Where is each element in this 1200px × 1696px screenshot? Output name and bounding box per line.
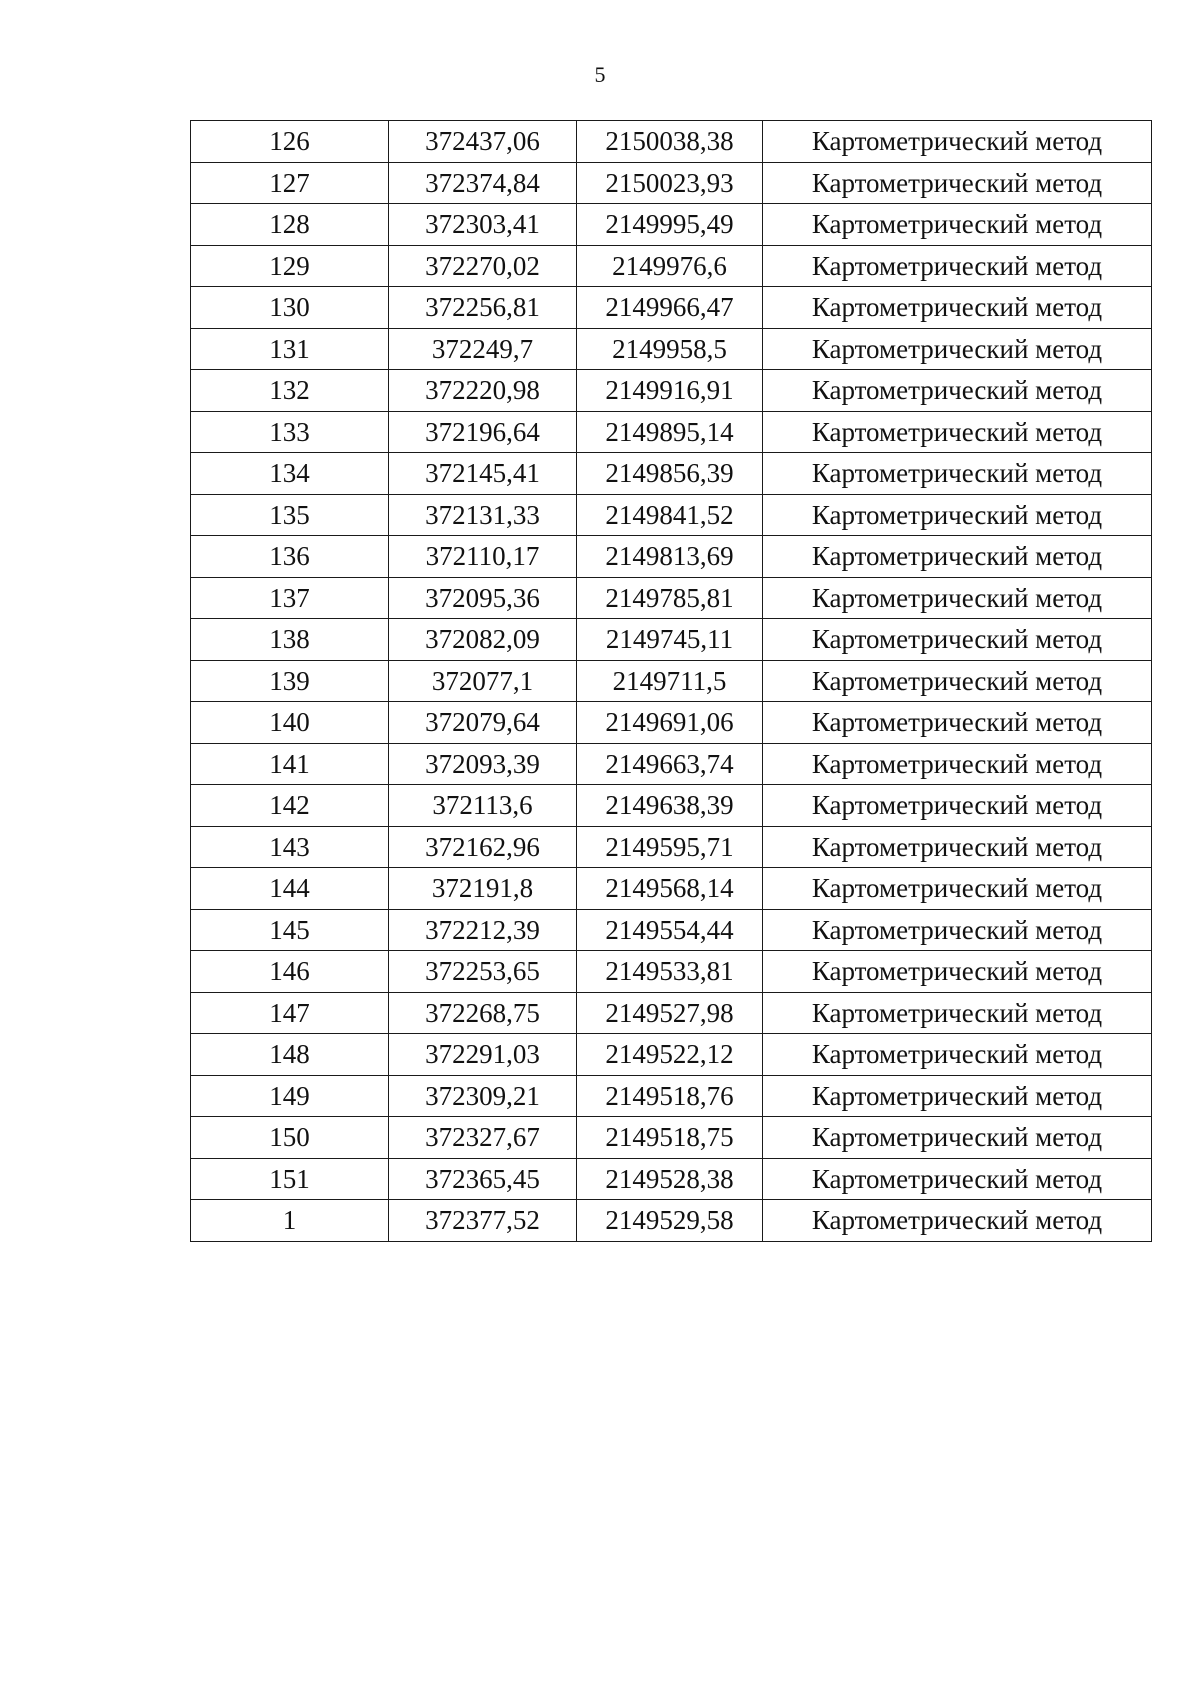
y-coordinate-cell: 2149958,5 (577, 328, 763, 370)
x-coordinate-cell: 372377,52 (389, 1200, 577, 1242)
y-coordinate-cell: 2149638,39 (577, 785, 763, 827)
table-row (191, 577, 1152, 619)
point-number-cell: 134 (191, 453, 389, 495)
point-number-cell: 1 (191, 1200, 389, 1242)
point-number-cell: 132 (191, 370, 389, 412)
y-coordinate-cell: 2149916,91 (577, 370, 763, 412)
x-coordinate-cell: 372196,64 (389, 411, 577, 453)
point-number-cell: 141 (191, 743, 389, 785)
table-row (191, 370, 1152, 412)
point-number-cell: 135 (191, 494, 389, 536)
method-cell: Картометрический метод (763, 660, 1152, 702)
table-row (191, 162, 1152, 204)
x-coordinate-cell: 372082,09 (389, 619, 577, 661)
table-row (191, 1158, 1152, 1200)
y-coordinate-cell: 2149527,98 (577, 992, 763, 1034)
x-coordinate-cell: 372079,64 (389, 702, 577, 744)
point-number-cell: 150 (191, 1117, 389, 1159)
point-number-cell: 129 (191, 245, 389, 287)
x-coordinate-cell: 372131,33 (389, 494, 577, 536)
x-coordinate-cell: 372374,84 (389, 162, 577, 204)
x-coordinate-cell: 372191,8 (389, 868, 577, 910)
table-row (191, 1117, 1152, 1159)
x-coordinate-cell: 372212,39 (389, 909, 577, 951)
table-row (191, 909, 1152, 951)
x-coordinate-cell: 372113,6 (389, 785, 577, 827)
point-number-cell: 147 (191, 992, 389, 1034)
point-number-cell: 151 (191, 1158, 389, 1200)
y-coordinate-cell: 2149895,14 (577, 411, 763, 453)
table-row (191, 1034, 1152, 1076)
y-coordinate-cell: 2149711,5 (577, 660, 763, 702)
y-coordinate-cell: 2149522,12 (577, 1034, 763, 1076)
y-coordinate-cell: 2149966,47 (577, 287, 763, 329)
table-row (191, 785, 1152, 827)
point-number-cell: 142 (191, 785, 389, 827)
point-number-cell: 145 (191, 909, 389, 951)
table-row (191, 619, 1152, 661)
table-row (191, 453, 1152, 495)
coordinates-table (190, 120, 1152, 1242)
method-cell: Картометрический метод (763, 951, 1152, 993)
method-cell: Картометрический метод (763, 1158, 1152, 1200)
method-cell: Картометрический метод (763, 121, 1152, 163)
y-coordinate-cell: 2149554,44 (577, 909, 763, 951)
method-cell: Картометрический метод (763, 204, 1152, 246)
point-number-cell: 137 (191, 577, 389, 619)
method-cell: Картометрический метод (763, 328, 1152, 370)
table-row (191, 411, 1152, 453)
y-coordinate-cell: 2150023,93 (577, 162, 763, 204)
method-cell: Картометрический метод (763, 453, 1152, 495)
y-coordinate-cell: 2149533,81 (577, 951, 763, 993)
point-number-cell: 136 (191, 536, 389, 578)
table-row (191, 702, 1152, 744)
method-cell: Картометрический метод (763, 785, 1152, 827)
y-coordinate-cell: 2149785,81 (577, 577, 763, 619)
method-cell: Картометрический метод (763, 909, 1152, 951)
x-coordinate-cell: 372327,67 (389, 1117, 577, 1159)
method-cell: Картометрический метод (763, 702, 1152, 744)
y-coordinate-cell: 2149528,38 (577, 1158, 763, 1200)
table-row (191, 992, 1152, 1034)
method-cell: Картометрический метод (763, 494, 1152, 536)
table-row (191, 743, 1152, 785)
y-coordinate-cell: 2149518,76 (577, 1075, 763, 1117)
point-number-cell: 144 (191, 868, 389, 910)
method-cell: Картометрический метод (763, 536, 1152, 578)
y-coordinate-cell: 2149745,11 (577, 619, 763, 661)
table-row (191, 204, 1152, 246)
y-coordinate-cell: 2149995,49 (577, 204, 763, 246)
point-number-cell: 126 (191, 121, 389, 163)
method-cell: Картометрический метод (763, 826, 1152, 868)
x-coordinate-cell: 372291,03 (389, 1034, 577, 1076)
table-row (191, 245, 1152, 287)
y-coordinate-cell: 2149856,39 (577, 453, 763, 495)
method-cell: Картометрический метод (763, 619, 1152, 661)
table-row (191, 660, 1152, 702)
x-coordinate-cell: 372256,81 (389, 287, 577, 329)
point-number-cell: 127 (191, 162, 389, 204)
point-number-cell: 138 (191, 619, 389, 661)
x-coordinate-cell: 372095,36 (389, 577, 577, 619)
y-coordinate-cell: 2149691,06 (577, 702, 763, 744)
x-coordinate-cell: 372303,41 (389, 204, 577, 246)
point-number-cell: 133 (191, 411, 389, 453)
x-coordinate-cell: 372093,39 (389, 743, 577, 785)
method-cell: Картометрический метод (763, 411, 1152, 453)
method-cell: Картометрический метод (763, 868, 1152, 910)
table-row (191, 868, 1152, 910)
table-row (191, 536, 1152, 578)
x-coordinate-cell: 372365,45 (389, 1158, 577, 1200)
method-cell: Картометрический метод (763, 1075, 1152, 1117)
method-cell: Картометрический метод (763, 1117, 1152, 1159)
table-row (191, 826, 1152, 868)
x-coordinate-cell: 372077,1 (389, 660, 577, 702)
method-cell: Картометрический метод (763, 287, 1152, 329)
table-row (191, 1075, 1152, 1117)
method-cell: Картометрический метод (763, 245, 1152, 287)
y-coordinate-cell: 2149518,75 (577, 1117, 763, 1159)
y-coordinate-cell: 2150038,38 (577, 121, 763, 163)
x-coordinate-cell: 372162,96 (389, 826, 577, 868)
table-row (191, 328, 1152, 370)
point-number-cell: 149 (191, 1075, 389, 1117)
x-coordinate-cell: 372309,21 (389, 1075, 577, 1117)
x-coordinate-cell: 372253,65 (389, 951, 577, 993)
method-cell: Картометрический метод (763, 1034, 1152, 1076)
x-coordinate-cell: 372437,06 (389, 121, 577, 163)
x-coordinate-cell: 372145,41 (389, 453, 577, 495)
coordinates-table-body (191, 121, 1152, 1242)
point-number-cell: 148 (191, 1034, 389, 1076)
point-number-cell: 139 (191, 660, 389, 702)
point-number-cell: 140 (191, 702, 389, 744)
page-number: 5 (594, 62, 606, 87)
x-coordinate-cell: 372249,7 (389, 328, 577, 370)
point-number-cell: 143 (191, 826, 389, 868)
x-coordinate-cell: 372220,98 (389, 370, 577, 412)
x-coordinate-cell: 372268,75 (389, 992, 577, 1034)
x-coordinate-cell: 372270,02 (389, 245, 577, 287)
y-coordinate-cell: 2149663,74 (577, 743, 763, 785)
method-cell: Картометрический метод (763, 1200, 1152, 1242)
method-cell: Картометрический метод (763, 370, 1152, 412)
table-row (191, 1200, 1152, 1242)
table-row (191, 287, 1152, 329)
method-cell: Картометрический метод (763, 162, 1152, 204)
point-number-cell: 131 (191, 328, 389, 370)
point-number-cell: 128 (191, 204, 389, 246)
method-cell: Картометрический метод (763, 577, 1152, 619)
y-coordinate-cell: 2149568,14 (577, 868, 763, 910)
table-row (191, 121, 1152, 163)
x-coordinate-cell: 372110,17 (389, 536, 577, 578)
point-number-cell: 130 (191, 287, 389, 329)
method-cell: Картометрический метод (763, 743, 1152, 785)
table-row (191, 951, 1152, 993)
y-coordinate-cell: 2149813,69 (577, 536, 763, 578)
point-number-cell: 146 (191, 951, 389, 993)
y-coordinate-cell: 2149529,58 (577, 1200, 763, 1242)
y-coordinate-cell: 2149595,71 (577, 826, 763, 868)
table-row (191, 494, 1152, 536)
y-coordinate-cell: 2149841,52 (577, 494, 763, 536)
method-cell: Картометрический метод (763, 992, 1152, 1034)
y-coordinate-cell: 2149976,6 (577, 245, 763, 287)
